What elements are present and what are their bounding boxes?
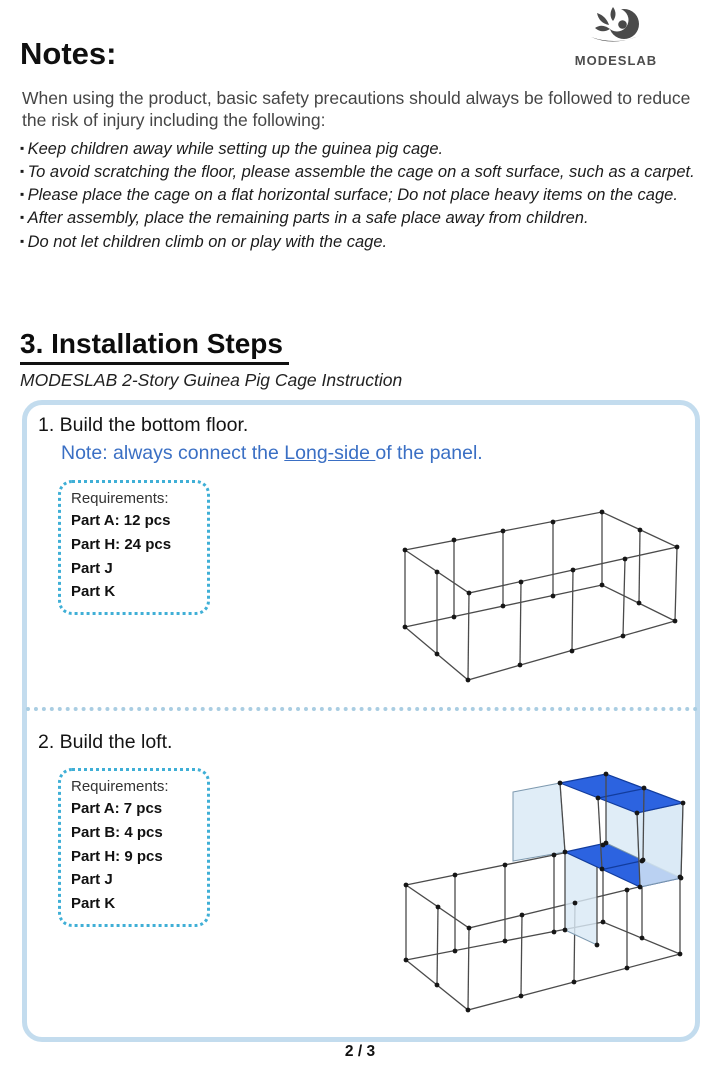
bottom-floor-cage-illustration (380, 500, 700, 700)
safety-bullet: ▪ Do not let children climb on or play with the cage. (20, 232, 708, 252)
safety-bullet: ▪ After assembly, place the remaining parts in a safe place away from children. (20, 208, 708, 228)
connector-dots (403, 510, 680, 683)
step1-title: 1. Build the bottom floor. (38, 414, 249, 436)
step1-requirements-box (58, 480, 210, 615)
requirements-label: Requirements: (71, 490, 169, 507)
step1-note (61, 442, 483, 465)
safety-bullet-list (20, 139, 708, 255)
requirement-item: Part K (71, 895, 116, 912)
requirement-item: Part K (71, 583, 116, 601)
note-suffix: of the panel. (375, 442, 483, 464)
brand-logo (556, 6, 676, 68)
loft-back-wall-panel (513, 783, 565, 861)
step2-title: 2. Build the loft. (38, 731, 173, 753)
requirement-item: Part A: 12 pcs (71, 512, 171, 529)
note-prefix: Note: always connect the (61, 442, 285, 464)
requirement-item: Part A: 7 pcs (71, 800, 163, 817)
loft-divider-panel (565, 852, 597, 945)
requirement-item: Part J (71, 871, 113, 889)
safety-intro-paragraph: When using the product, basic safety precautions should always be followed to reduce the risk of injury including the following: (22, 88, 691, 131)
requirement-item: Part J (71, 559, 113, 577)
installation-steps-heading: 3. Installation Steps (20, 328, 289, 365)
requirement-item: Part B: 4 pcs (71, 823, 163, 841)
safety-bullet: ▪ Please place the cage on a flat horizontal surface; Do not place heavy items on the cage. (20, 185, 708, 205)
requirement-item: Part H: 24 pcs (71, 535, 172, 553)
instruction-subtitle: MODESLAB 2-Story Guinea Pig Cage Instruction (20, 370, 403, 390)
section-separator (26, 707, 698, 711)
brand-name: MODESLAB (574, 53, 658, 68)
modeslab-bird-icon (584, 6, 648, 50)
safety-bullet: ▪ To avoid scratching the floor, please assemble the cage on a soft surface, such as a carpet. (20, 162, 708, 182)
requirement-item: Part H: 9 pcs (71, 847, 163, 865)
requirements-label: Requirements: (71, 778, 169, 795)
note-long-side: Long-side (284, 442, 376, 464)
loft-cage-illustration (378, 752, 710, 1032)
step2-requirements-box (58, 768, 210, 927)
page-number: 2 / 3 (344, 1043, 376, 1060)
safety-bullet: ▪ Keep children away while setting up the guinea pig cage. (20, 139, 708, 159)
notes-heading: Notes: (20, 36, 117, 71)
